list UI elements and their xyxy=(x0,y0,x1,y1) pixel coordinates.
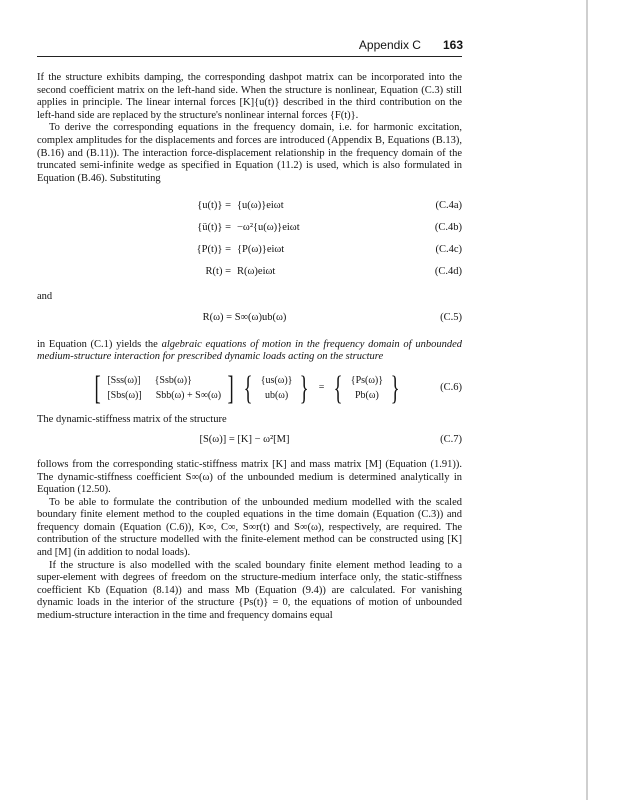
eq-label: (C.7) xyxy=(440,434,462,446)
equation-c4b xyxy=(37,217,462,239)
eq-lhs: {u(t)} = xyxy=(197,200,231,212)
page-body xyxy=(37,72,462,623)
stiffness-matrix xyxy=(107,375,221,402)
eq-label: (C.5) xyxy=(440,311,462,323)
running-header xyxy=(359,38,463,52)
equation-c5 xyxy=(37,312,462,325)
page-number: 163 xyxy=(442,38,463,52)
matrix-cell: [Sss(ω)] xyxy=(107,375,141,387)
left-bracket: [ xyxy=(94,369,101,407)
matrix-cell: [Sbs(ω)] xyxy=(107,389,142,401)
paragraph-2: To derive the corresponding equations in the frequency domain, i.e. for harmonic excitation, complex amplitudes for the displacements and forces are introduced (Appendix B, Equations (B.13), (B.16) and (B.11)). The interaction force-displacement relationship in the frequency domain of the truncated semi-infinite wedge as specified in Equation (11.2) is used, which is also formulated in Equation (B.46). Substituting xyxy=(37,122,462,184)
paragraph-6: To be able to formulate the contribution of the unbounded medium modelled with the scaled boundary finite element method to the coupled equations in the time domain (Equation (C.3)) and frequency domain (Equation (C.6)), K∞, C∞, S∞r(t) and S∞(ω), respectively, are required. The contribution of the structure modelled with the finite-element method can be constructed using [K] and [M] (in addition to nodal loads). xyxy=(37,496,462,559)
eq-label: (C.4b) xyxy=(434,222,462,234)
load-vector xyxy=(351,375,383,402)
eq-lhs: {ü(t)} = xyxy=(197,222,231,234)
paragraph-7: If the structure is also modelled with the scaled boundary finite element method leading to a super-element with degrees of freedom on the structure-medium interface only, the static-stiffness coefficient Kb (Equation (8.14)) and mass Mb (Equation (9.4)) are calculated. For vanishing dynamic loads in the interior of the structure {Ps(t)} = 0, the equations of motion of unbounded medium-structure interaction in the time and frequency domains equal xyxy=(37,559,462,622)
page-edge xyxy=(586,0,588,800)
eq-label: (C.4d) xyxy=(434,266,462,278)
eq-rhs: R(ω)eiωt xyxy=(237,266,276,278)
eq-rhs: {u(ω)}eiωt xyxy=(237,200,284,212)
eq-label: (C.4a) xyxy=(435,200,462,212)
equation-c4c xyxy=(37,239,462,261)
vector-cell: Pb(ω) xyxy=(355,389,379,401)
right-brace: } xyxy=(300,369,310,407)
equation-block-c4 xyxy=(37,195,462,283)
vector-cell: {Ps(ω)} xyxy=(350,375,384,387)
equation-c4a xyxy=(37,195,462,217)
eq-label: (C.4c) xyxy=(435,244,462,256)
eq-rhs: −ω²{u(ω)}eiωt xyxy=(237,222,300,234)
paragraph-3-emphasis: algebraic equations of motion in the frequency domain of unbounded medium-structure interaction for prescribed dynamic loads acting on the structure xyxy=(37,338,462,363)
section-title: Appendix C xyxy=(358,38,421,52)
paragraph-3-lead: in Equation (C.1) yields the xyxy=(37,338,162,350)
equation-c7 xyxy=(37,434,462,447)
right-brace: } xyxy=(390,369,400,407)
paragraph-4: The dynamic-stiffness matrix of the structure xyxy=(37,413,227,425)
displacement-vector xyxy=(261,375,293,402)
vector-cell: {us(ω)} xyxy=(260,375,293,387)
eq-lhs: {P(t)} = xyxy=(196,244,231,256)
matrix-cell: Sbb(ω) + S∞(ω) xyxy=(155,389,222,401)
matrix-cell: {Ssb(ω)} xyxy=(154,375,192,387)
eq-body: [S(ω)] = [K] − ω²[M] xyxy=(199,434,290,446)
eq-rhs: {P(ω)}eiωt xyxy=(237,244,285,256)
eq-lhs: R(t) = xyxy=(205,266,231,278)
left-brace: { xyxy=(334,369,344,407)
equals-sign: = xyxy=(318,382,325,394)
left-brace: { xyxy=(244,369,254,407)
matrix-equation xyxy=(92,369,403,407)
vector-cell: ub(ω) xyxy=(264,389,289,401)
equation-c6 xyxy=(37,369,462,407)
paragraph-5: follows from the corresponding static-stiffness matrix [K] and mass matrix [M] (Equation (1.91)). The dynamic-stiffness coefficient S∞(ω) of the unbounded medium is determined analytically in Equation (12.50). xyxy=(37,458,462,496)
eq-label: (C.6) xyxy=(440,382,462,394)
right-bracket: ] xyxy=(227,369,234,407)
paragraph-3 xyxy=(37,339,462,364)
header-rule xyxy=(37,56,462,57)
equation-c4d xyxy=(37,261,462,283)
paragraph-1: If the structure exhibits damping, the corresponding dashpot matrix can be incorporated into the second coefficient matrix on the left-hand side. When the structure is nonlinear, Equation (C.3) still applies in principle. The linear internal forces [K]{u(t)} described in the third contribution on the left-hand side are replaced by the structure's nonlinear internal forces {F(t)}. xyxy=(37,72,462,121)
connector-and: and xyxy=(37,291,53,303)
eq-body: R(ω) = S∞(ω)ub(ω) xyxy=(202,311,287,323)
